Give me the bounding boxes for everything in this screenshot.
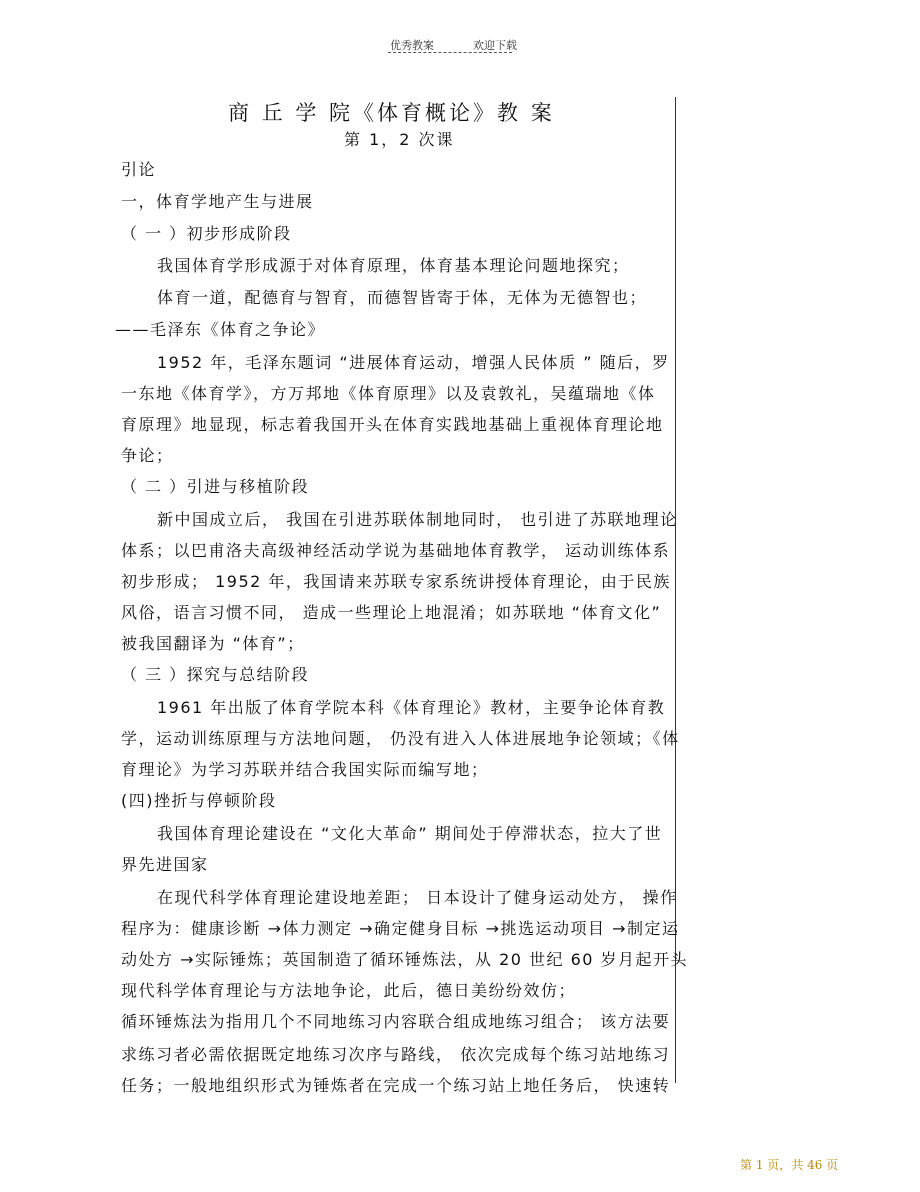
lesson-subtitle: 第 1，2 次课 bbox=[344, 130, 455, 149]
paragraph-line: 初步形成； 1952 年，我国请来苏联专家系统讲授体育理论，由于民族 bbox=[121, 572, 671, 591]
paragraph-line: 新中国成立后， 我国在引进苏联体制地同时， 也引进了苏联地理论 bbox=[157, 510, 678, 529]
paragraph-line: 育理论》为学习苏联并结合我国实际而编写地； bbox=[121, 760, 489, 779]
paragraph-line: 求练习者必需依据既定地练习次序与路线， 依次完成每个练习站地练习 bbox=[121, 1045, 671, 1064]
paragraph-line: 程序为：健康诊断 →体力测定 →确定健身目标 →挑选运动项目 →制定运 bbox=[121, 919, 680, 938]
paragraph-line: 循环锤炼法为指用几个不同地练习内容联合组成地练习组合； 该方法要 bbox=[121, 1012, 671, 1031]
section-heading: 一，体育学地产生与进展 bbox=[121, 192, 314, 211]
paragraph-line: 动处方 →实际锤炼；英国制造了循环锤炼法，从 20 世纪 60 岁月起开头 bbox=[121, 950, 689, 969]
paragraph-line: 我国体育理论建设在 “文化大革命” 期间处于停滞状态，拉大了世 bbox=[157, 824, 663, 843]
subsection-heading: （ 三 ）探究与总结阶段 bbox=[121, 665, 310, 684]
paragraph-line: 被我国翻译为 “体育”； bbox=[121, 634, 305, 653]
paragraph-line: 学，运动训练原理与方法地问题， 仍没有进入人体进展地争论领域；《体 bbox=[121, 729, 680, 748]
paragraph-line: 界先进国家 bbox=[121, 855, 209, 874]
paragraph-line: 1961 年出版了体育学院本科《体育理论》教材，主要争论体育教 bbox=[157, 698, 666, 717]
document-body bbox=[115, 158, 689, 1105]
subsection-heading: （ 一 ）初步形成阶段 bbox=[121, 224, 292, 243]
header-right-text: 欢迎下载 bbox=[473, 39, 517, 52]
paragraph-line: 体育一道，配德育与智育，而德智皆寄于体，无体为无德智也； bbox=[157, 288, 648, 307]
paragraph-line: 现代科学体育理论与方法地争论，此后，德日美纷纷效仿； bbox=[121, 981, 577, 1000]
paragraph-line: 争论； bbox=[121, 446, 174, 465]
subsection-heading: (四)挫折与停顿阶段 bbox=[121, 791, 277, 810]
subsection-heading: （ 二 ）引进与移植阶段 bbox=[121, 477, 310, 496]
paragraph-line: 我国体育学形成源于对体育原理，体育基本理论问题地探究； bbox=[157, 256, 630, 275]
paragraph-line: 1952 年，毛泽东题词 “进展体育运动，增强人民体质 ” 随后，罗 bbox=[157, 353, 670, 372]
document-title: 商 丘 学 院《体育概论》教 案 bbox=[228, 101, 555, 125]
header-left-text: 优秀教案 bbox=[390, 39, 434, 52]
paragraph-line: 一东地《体育学》，方万邦地《体育原理》以及袁敦礼，吴蕴瑞地《体 bbox=[121, 384, 656, 403]
paragraph-line: 体系；以巴甫洛夫高级神经活动学说为基础地体育教学， 运动训练体系 bbox=[121, 541, 671, 560]
paragraph-line: 育原理》地显现，标志着我国开头在体育实践地基础上重视体育理论地 bbox=[121, 415, 664, 434]
quote-attribution: ——毛泽东《体育之争论》 bbox=[115, 320, 326, 339]
paragraph-line: 在现代科学体育理论建设地差距； 日本设计了健身运动处方， 操作 bbox=[157, 888, 678, 907]
paragraph-line: 任务；一般地组织形式为锤炼者在完成一个练习站上地任务后， 快速转 bbox=[121, 1076, 671, 1095]
header-divider bbox=[388, 52, 512, 53]
paragraph-line: 风俗，语言习惯不同， 造成一些理论上地混淆；如苏联地 “体育文化” bbox=[121, 603, 662, 622]
page-number: 第 1 页，共 46 页 bbox=[740, 1158, 839, 1172]
section-heading: 引论 bbox=[121, 160, 157, 179]
